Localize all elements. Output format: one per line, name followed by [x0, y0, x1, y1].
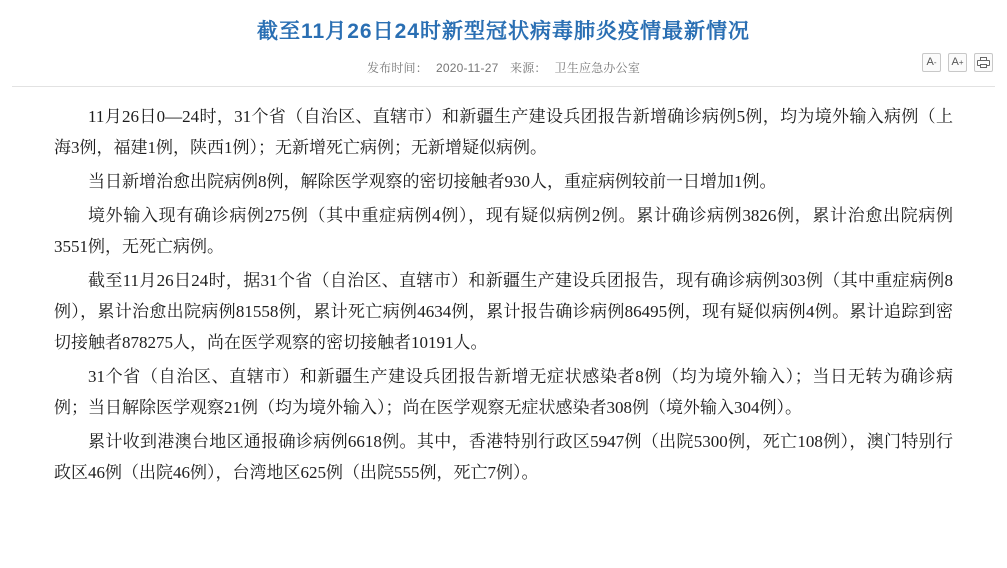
article-paragraph: 境外输入现有确诊病例275例（其中重症病例4例），现有疑似病例2例。累计确诊病例3826例，累计治愈出院病例3551例，无死亡病例。	[54, 206, 953, 256]
print-button[interactable]	[974, 53, 993, 72]
publish-date: 2020-11-27	[435, 61, 499, 75]
source-label: 来源：	[510, 61, 547, 75]
article-paragraph: 31个省（自治区、直辖市）和新疆生产建设兵团报告新增无症状感染者8例（均为境外输入）；当日无转为确诊病例；当日解除医学观察21例（均为境外输入）；尚在医学观察无症状感染者308例（境外输入304例）。	[54, 367, 953, 417]
article-paragraph: 11月26日0—24时，31个省（自治区、直辖市）和新疆生产建设兵团报告新增确诊病例5例，均为境外输入病例（上海3例，福建1例，陕西1例）；无新增死亡病例；无新增疑似病例。	[54, 107, 953, 157]
printer-icon	[977, 57, 990, 68]
decrease-font-label: A	[926, 56, 934, 68]
publish-meta	[0, 47, 1007, 76]
page-title: 截至11月26日24时新型冠状病毒肺炎疫情最新情况	[257, 20, 750, 43]
increase-font-sup: +	[958, 57, 964, 67]
decrease-font-button[interactable]	[922, 53, 941, 72]
meta-row	[0, 47, 1007, 81]
article-body	[0, 87, 1007, 488]
publish-time-label: 发布时间：	[366, 61, 428, 75]
source-name: 卫生应急办公室	[554, 61, 641, 75]
article-paragraph: 当日新增治愈出院病例8例，解除医学观察的密切接触者930人，重症病例较前一日增加1例。	[88, 172, 777, 191]
article-paragraph: 累计收到港澳台地区通报确诊病例6618例。其中，香港特别行政区5947例（出院5300例，死亡108例），澳门特别行政区46例（出院46例），台湾地区625例（出院555例，死亡7例）。	[54, 432, 953, 482]
increase-font-button[interactable]	[948, 53, 967, 72]
article-paragraph: 截至11月26日24时，据31个省（自治区、直辖市）和新疆生产建设兵团报告，现有确诊病例303例（其中重症病例8例），累计治愈出院病例81558例，累计死亡病例4634例，累计报告确诊病例86495例，现有疑似病例4例。累计追踪到密切接触者878275人，尚在医学观察的密切接触者10191人。	[54, 271, 953, 352]
increase-font-label: A	[951, 56, 959, 68]
decrease-font-sup: -	[933, 57, 937, 67]
article-toolbar	[922, 53, 993, 72]
